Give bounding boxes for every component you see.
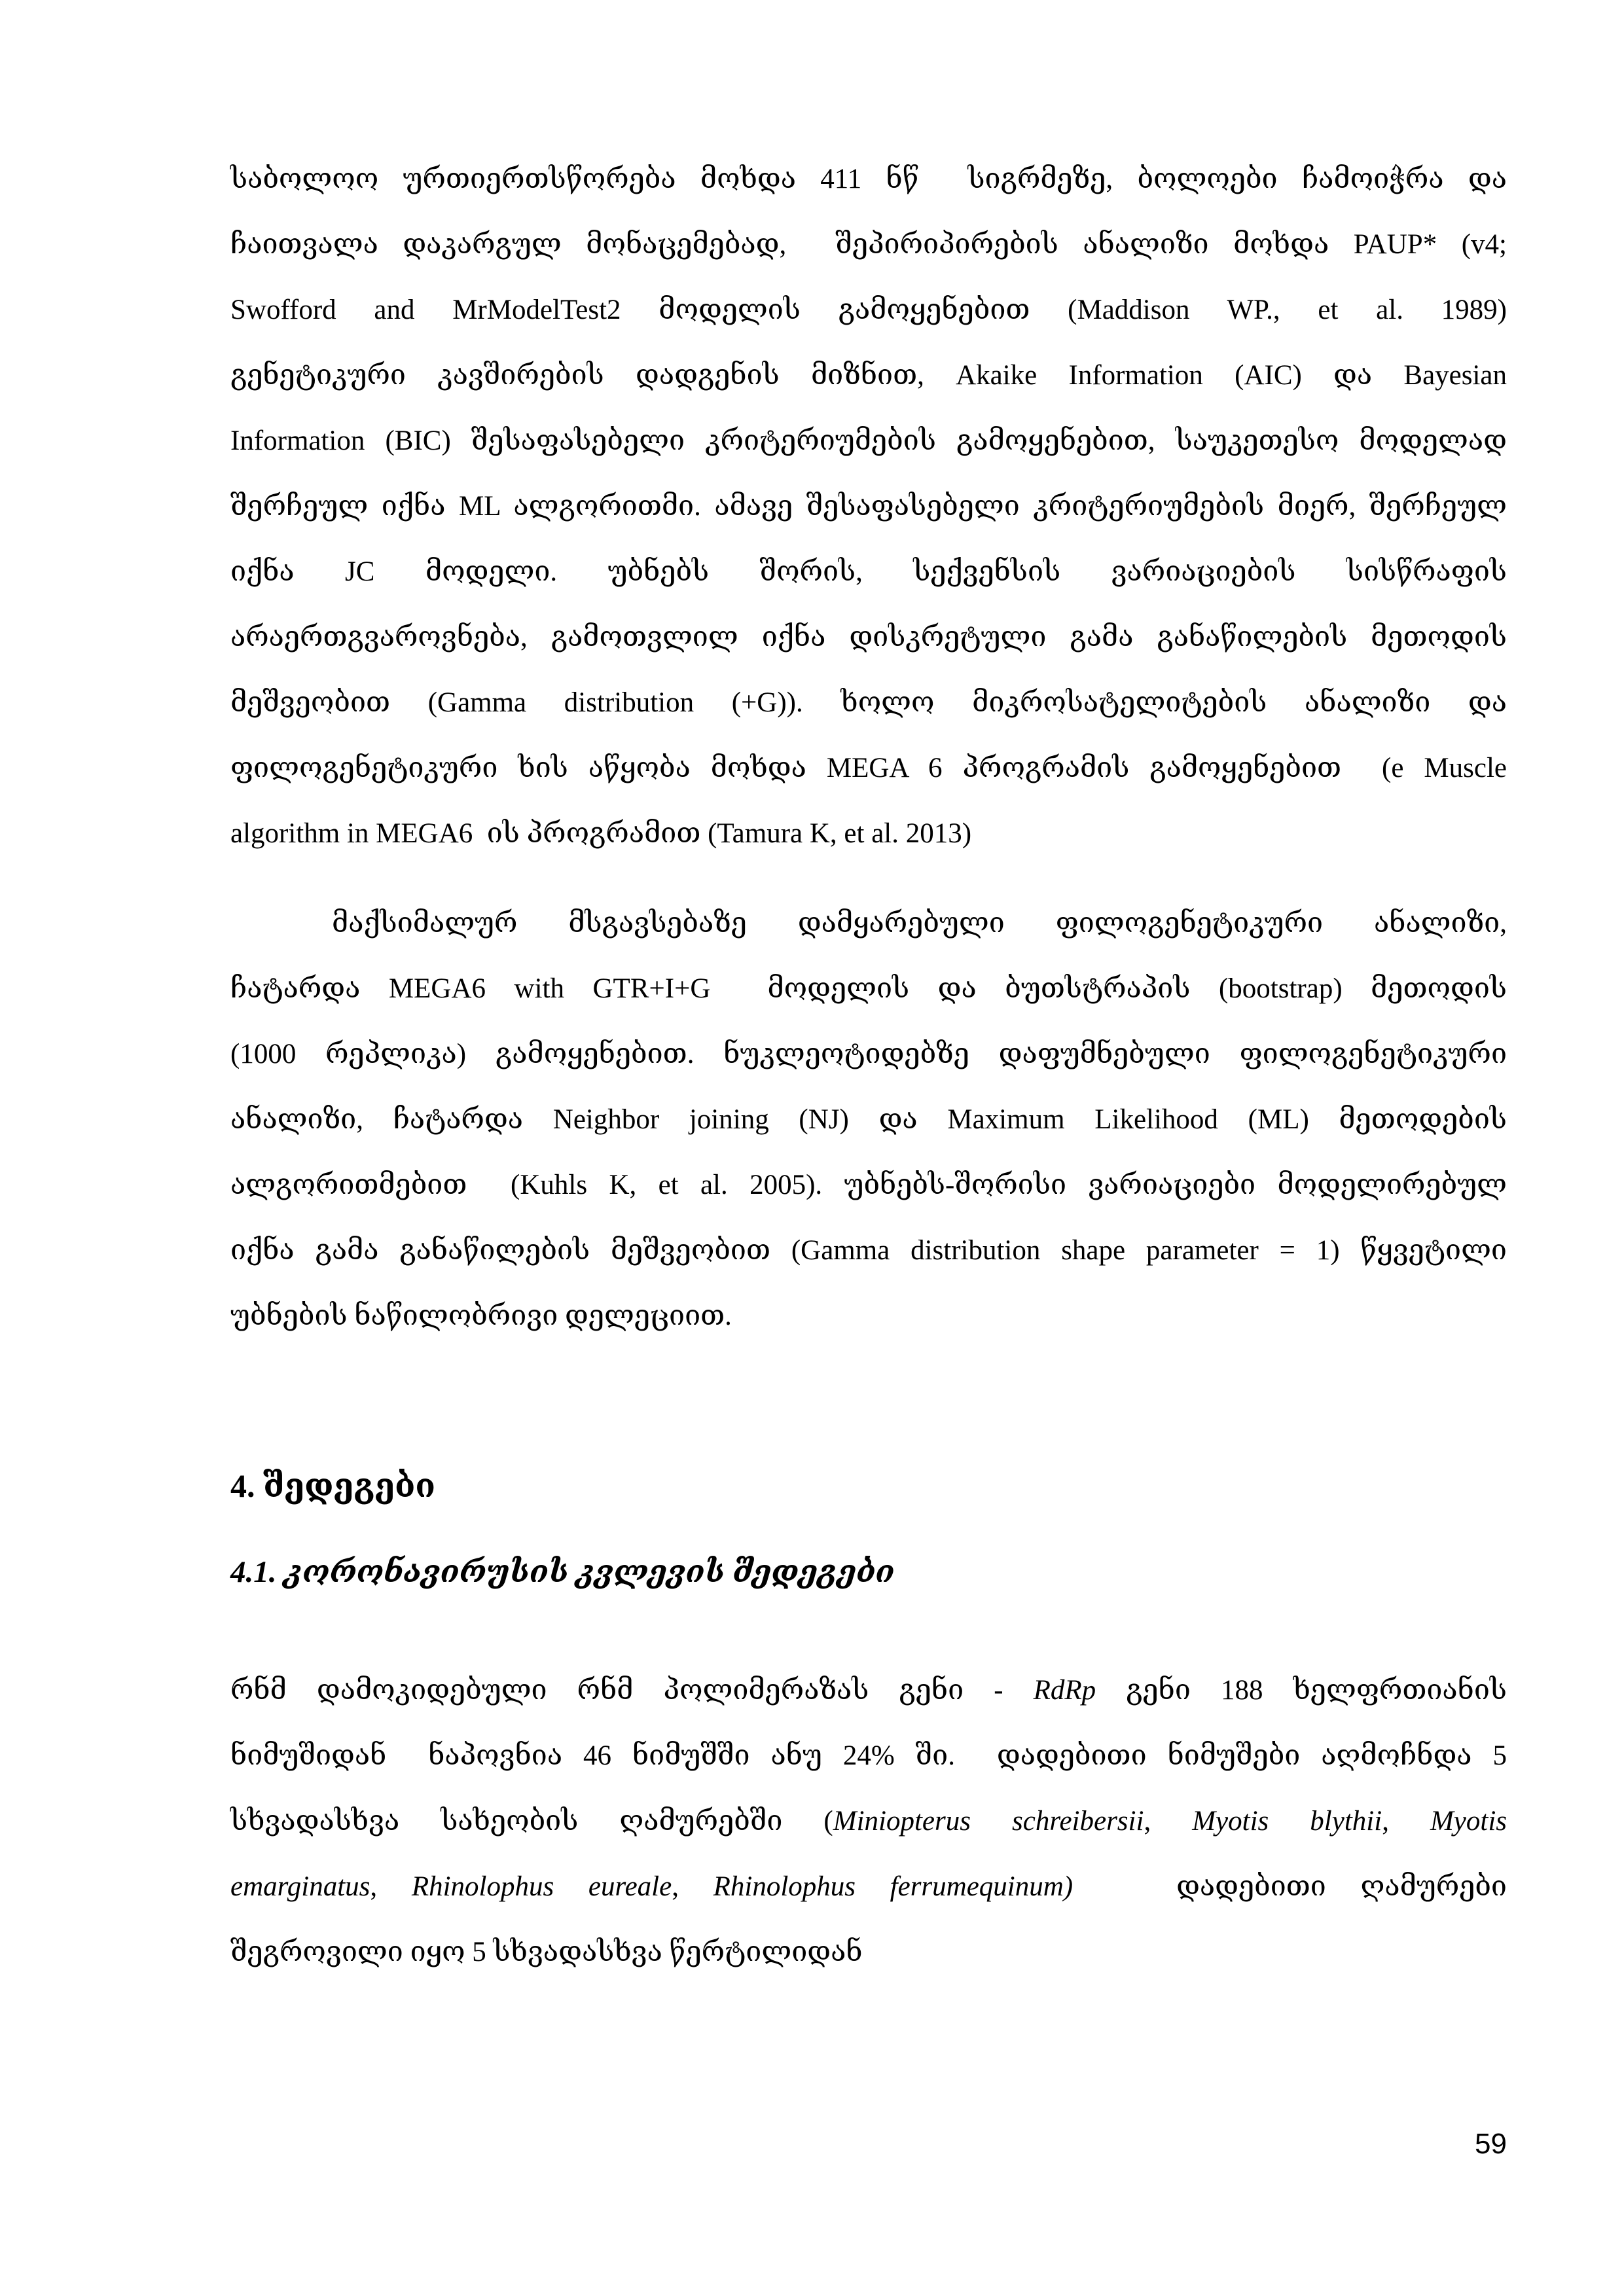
text-line [230, 539, 1507, 605]
text-segment: Rhinolophus eureale [411, 1871, 672, 1902]
paragraph-rdrp-results [230, 1658, 1507, 1985]
text-line [230, 1920, 1507, 1985]
text-segment: Information (BIC) შესაფასებელი კრიტერიუმების გამოყენებით, საუკეთესო მოდელად [230, 425, 1507, 456]
text-segment: Rhinolophus ferrumequinum) [713, 1871, 1074, 1902]
text-segment: საბოლოო ურთიერთსწორება მოხდა 411 ნწ სიგრმეზე, ბოლოები ჩამოიჭრა და [230, 164, 1507, 194]
text-segment: Myotis blythii [1192, 1806, 1382, 1837]
text-segment: იქნა გამა განაწილების მეშვეობით (Gamma distribution shape parameter = 1) წყვეტილი [230, 1235, 1507, 1266]
text-line [230, 1854, 1507, 1920]
text-segment: მეშვეობით (Gamma distribution (+G)). ხოლო მიკროსატელიტების ანალიზი და [230, 687, 1507, 718]
text-line [230, 1218, 1507, 1283]
text-line [230, 891, 1507, 956]
paragraph-phylogenetic-analysis [230, 891, 1507, 1349]
text-line [230, 801, 1507, 867]
text-segment: , [1382, 1806, 1430, 1837]
text-segment: ჩაითვალა დაკარგულ მონაცემებად, შეპირიპირების ანალიზი მოხდა PAUP* (v4; [230, 229, 1507, 260]
text-segment: Swofford and MrModelTest2 მოდელის გამოყენებით (Maddison WP., et al. 1989) [230, 295, 1507, 325]
text-segment: algorithm in MEGA6 ის პროგრამით (Tamura K, et al. 2013) [230, 818, 972, 849]
text-line [230, 1723, 1507, 1789]
text-segment: უბნების ნაწილობრივი დელეციით. [230, 1300, 732, 1331]
text-segment: არაერთგვაროვნება, გამოთვლილ იქნა დისკრეტული გამა განაწილების მეთოდის [230, 622, 1507, 653]
text-line [230, 1283, 1507, 1349]
text-segment: Miniopterus schreibersii [833, 1806, 1144, 1837]
text-segment: დადებითი ღამურები [1073, 1871, 1507, 1902]
text-segment: მაქსიმალურ მსგავსებაზე დამყარებული ფილოგენეტიკური ანალიზი, [332, 908, 1507, 939]
page-number: 59 [1475, 2128, 1507, 2160]
text-segment: ჩატარდა MEGA6 with GTR+I+G მოდელის და ბუთსტრაპის (bootstrap) მეთოდის [230, 973, 1507, 1004]
text-segment: , [672, 1871, 713, 1902]
text-segment: RdRp [1033, 1675, 1096, 1706]
text-segment: , [1144, 1806, 1193, 1837]
text-line [230, 408, 1507, 474]
text-segment: სხვადასხვა სახეობის ღამურებში ( [230, 1806, 833, 1837]
text-segment: ნიმუშიდან ნაპოვნია 46 ნიმუშში ანუ 24% ში. დადებითი ნიმუშები აღმოჩნდა 5 [230, 1740, 1507, 1771]
text-line [230, 147, 1507, 212]
text-line [230, 1087, 1507, 1153]
text-line [230, 956, 1507, 1022]
text-segment: ფილოგენეტიკური ხის აწყობა მოხდა MEGA 6 პროგრამის გამოყენებით (e Muscle [230, 753, 1507, 783]
text-segment: შეგროვილი იყო 5 სხვადასხვა წერტილიდან [230, 1937, 863, 1967]
text-segment: ანალიზი, ჩატარდა Neighbor joining (NJ) და Maximum Likelihood (ML) მეთოდების [230, 1104, 1507, 1135]
text-line [230, 212, 1507, 278]
text-line [230, 605, 1507, 670]
text-line [230, 1658, 1507, 1723]
text-line [230, 1789, 1507, 1854]
text-line [230, 474, 1507, 539]
text-segment: (1000 რეპლიკა) გამოყენებით. ნუკლეოტიდებზე დაფუმნებული ფილოგენეტიკური [230, 1039, 1507, 1069]
text-segment: ალგორითმებით (Kuhls K, et al. 2005). უბნებს-შორისი ვარიაციები მოდელირებულ [230, 1170, 1507, 1200]
text-segment: emarginatus [230, 1871, 370, 1902]
text-segment: გენეტიკური კავშირების დადგენის მიზნით, Akaike Information (AIC) და Bayesian [230, 360, 1507, 391]
text-line [230, 670, 1507, 736]
text-line [230, 1022, 1507, 1087]
paragraph-alignment-methods [230, 147, 1507, 867]
text-segment: შერჩეულ იქნა ML ალგორითმი. ამავე შესაფასებელი კრიტერიუმების მიერ, შერჩეულ [230, 491, 1507, 522]
text-line [230, 1153, 1507, 1218]
subsection-heading-coronavirus-results: 4.1. კორონავირუსის კვლევის შედეგები [230, 1555, 895, 1589]
text-line [230, 736, 1507, 801]
text-segment: იქნა JC მოდელი. უბნებს შორის, სექვენსის ვარიაციების სისწრაფის [230, 556, 1507, 587]
text-line [230, 278, 1507, 343]
text-segment: რნმ დამოკიდებული რნმ პოლიმერაზას გენი - [230, 1675, 1034, 1706]
text-segment: , [370, 1871, 412, 1902]
section-heading-results: 4. შედეგები [230, 1467, 436, 1504]
text-segment: გენი 188 ხელფრთიანის [1096, 1675, 1507, 1706]
text-segment: Myotis [1430, 1806, 1507, 1837]
text-line [230, 343, 1507, 408]
